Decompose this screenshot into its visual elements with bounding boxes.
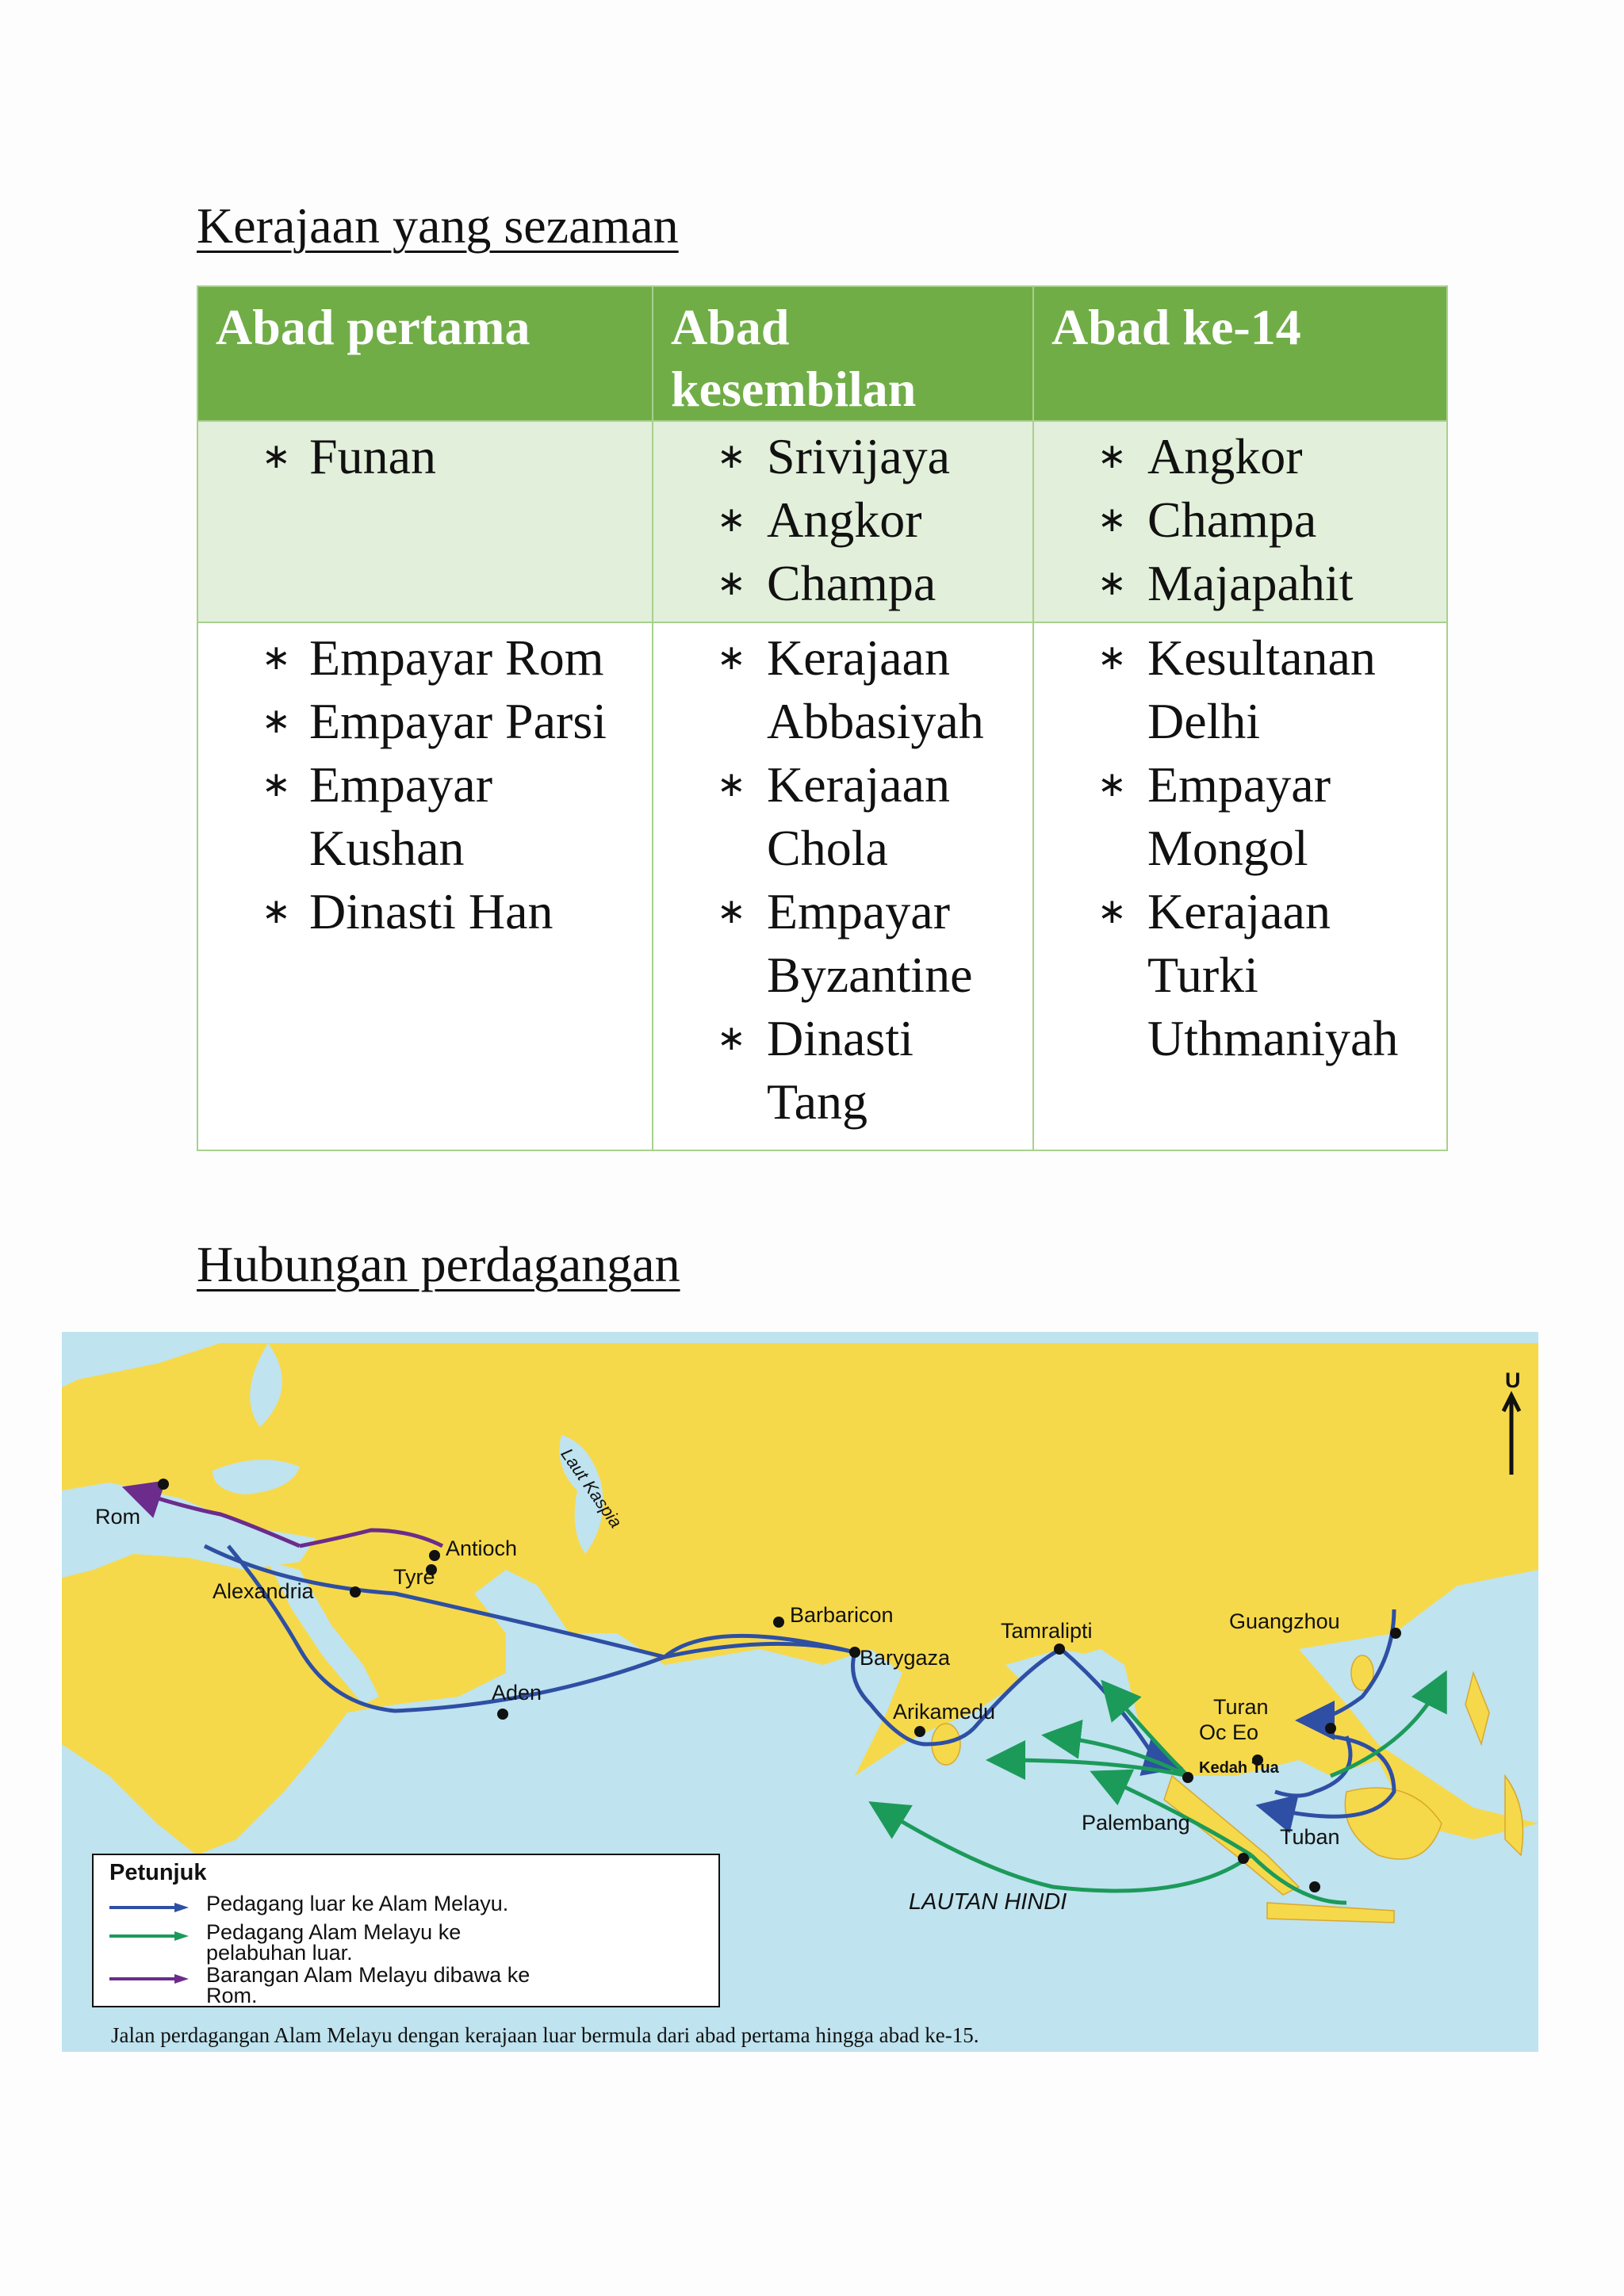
- asterisk-bullet-icon: ∗: [262, 764, 291, 805]
- cell-world-fourteenth-century: [1033, 622, 1447, 1150]
- asterisk-bullet-icon: ∗: [1097, 637, 1127, 678]
- city-dot: [773, 1617, 784, 1628]
- list-item: ∗ Empayar Rom: [198, 626, 652, 690]
- cell-world-first-century: [197, 622, 653, 1150]
- list-item: ∗ Empayar Mongol: [1034, 753, 1385, 880]
- legend-item-purple: [109, 1965, 712, 2007]
- legend-item-blue: [109, 1893, 712, 1917]
- list-item: ∗ Empayar Byzantine: [653, 880, 1005, 1007]
- label-aden: Aden: [492, 1681, 542, 1705]
- list-item: ∗ Funan: [198, 425, 652, 488]
- trade-route-map: [62, 1332, 1538, 2052]
- blue-arrow-icon: [109, 1903, 189, 1912]
- header-first-century: Abad pertama: [197, 286, 653, 421]
- label-barygaza: Barygaza: [860, 1646, 951, 1670]
- asterisk-bullet-icon: ∗: [717, 1018, 746, 1058]
- label-tyre: Tyre: [393, 1565, 435, 1589]
- city-dot: [1182, 1772, 1193, 1783]
- asterisk-bullet-icon: ∗: [1097, 891, 1127, 932]
- label-oc-eo: Oc Eo: [1199, 1720, 1259, 1744]
- list-item: ∗ Champa: [653, 552, 1032, 615]
- city-dot: [914, 1726, 925, 1737]
- map-legend: [92, 1854, 720, 2007]
- map-caption: Jalan perdagangan Alam Melayu dengan kerajaan luar bermula dari abad pertama hingga abad ke-15.: [111, 2023, 979, 2047]
- list-item: ∗ Kesultanan Delhi: [1034, 626, 1417, 753]
- legend-label: Barangan Alam Melayu dibawa ke Rom.: [206, 1963, 530, 2007]
- table-header-row: [197, 286, 1447, 421]
- label-rom: Rom: [95, 1505, 141, 1529]
- city-dot: [158, 1479, 169, 1490]
- north-label: U: [1505, 1368, 1521, 1392]
- asterisk-bullet-icon: ∗: [717, 637, 746, 678]
- asterisk-bullet-icon: ∗: [262, 637, 291, 678]
- asterisk-bullet-icon: ∗: [717, 563, 746, 603]
- label-tamralipti: Tamralipti: [1001, 1619, 1093, 1643]
- cell-regional-first-century: [197, 421, 653, 622]
- asterisk-bullet-icon: ∗: [262, 701, 291, 741]
- label-palembang: Palembang: [1082, 1811, 1190, 1835]
- section-title-contemporary-kingdoms: Kerajaan yang sezaman: [197, 197, 679, 254]
- list-item: ∗ Empayar Kushan: [198, 753, 547, 880]
- list-item: ∗ Angkor: [653, 488, 1032, 552]
- purple-arrow-icon: [109, 1974, 189, 1984]
- asterisk-bullet-icon: ∗: [1097, 563, 1127, 603]
- asterisk-bullet-icon: ∗: [262, 436, 291, 476]
- kingdoms-table: [197, 285, 1448, 1151]
- list-item: ∗ Kerajaan Abbasiyah: [653, 626, 1005, 753]
- list-item: ∗ Champa: [1034, 488, 1446, 552]
- city-dot: [1309, 1881, 1320, 1892]
- city-dot: [497, 1709, 508, 1720]
- city-dot: [1390, 1628, 1401, 1639]
- city-dot: [1054, 1644, 1065, 1655]
- city-dot: [429, 1550, 440, 1561]
- list-item: ∗ Kerajaan Chola: [653, 753, 1005, 880]
- list-item: ∗ Kerajaan Turki Uthmaniyah: [1034, 880, 1417, 1070]
- cell-regional-ninth-century: [653, 421, 1033, 622]
- asterisk-bullet-icon: ∗: [1097, 764, 1127, 805]
- city-dot: [1325, 1723, 1336, 1734]
- list-item: ∗ Empayar Parsi: [198, 690, 652, 753]
- label-laut-kaspia: Laut Kaspia: [557, 1445, 626, 1532]
- table-row-world: [197, 622, 1447, 1150]
- asterisk-bullet-icon: ∗: [262, 891, 291, 932]
- header-ninth-century: Abad kesembilan: [653, 286, 1033, 421]
- asterisk-bullet-icon: ∗: [717, 436, 746, 476]
- legend-title: Petunjuk: [109, 1860, 207, 1885]
- legend-item-green: [109, 1922, 712, 1965]
- label-kedah-tua: Kedah Tua: [1199, 1759, 1279, 1777]
- asterisk-bullet-icon: ∗: [1097, 499, 1127, 540]
- label-turan: Turan: [1213, 1695, 1269, 1719]
- label-arikamedu: Arikamedu: [893, 1700, 996, 1724]
- label-antioch: Antioch: [446, 1536, 518, 1560]
- list-item: ∗ Majapahit: [1034, 552, 1446, 615]
- city-dot: [1238, 1853, 1249, 1864]
- city-dot: [849, 1647, 860, 1658]
- asterisk-bullet-icon: ∗: [717, 891, 746, 932]
- list-item: ∗ Srivijaya: [653, 425, 1032, 488]
- label-alexandria: Alexandria: [213, 1579, 314, 1603]
- label-lautan-hindi: LAUTAN HINDI: [909, 1889, 1067, 1915]
- asterisk-bullet-icon: ∗: [1097, 436, 1127, 476]
- asterisk-bullet-icon: ∗: [717, 499, 746, 540]
- asterisk-bullet-icon: ∗: [717, 764, 746, 805]
- label-tuban: Tuban: [1280, 1825, 1340, 1849]
- cell-regional-fourteenth-century: [1033, 421, 1447, 622]
- label-guangzhou: Guangzhou: [1229, 1609, 1340, 1633]
- legend-label: Pedagang Alam Melayu ke pelabuhan luar.: [206, 1920, 462, 1965]
- header-fourteenth-century: Abad ke-14: [1033, 286, 1447, 421]
- list-item: ∗ Angkor: [1034, 425, 1446, 488]
- city-dot: [350, 1586, 361, 1598]
- section-title-trade-relations: Hubungan perdagangan: [197, 1236, 680, 1292]
- label-barbaricon: Barbaricon: [790, 1603, 894, 1627]
- list-item: ∗ Dinasti Han: [198, 880, 652, 943]
- table-row-regional: [197, 421, 1447, 622]
- green-arrow-icon: [109, 1931, 189, 1941]
- cell-world-ninth-century: [653, 622, 1033, 1150]
- list-item: ∗ Dinasti Tang: [653, 1007, 1005, 1134]
- legend-label: Pedagang luar ke Alam Melayu.: [206, 1892, 509, 1915]
